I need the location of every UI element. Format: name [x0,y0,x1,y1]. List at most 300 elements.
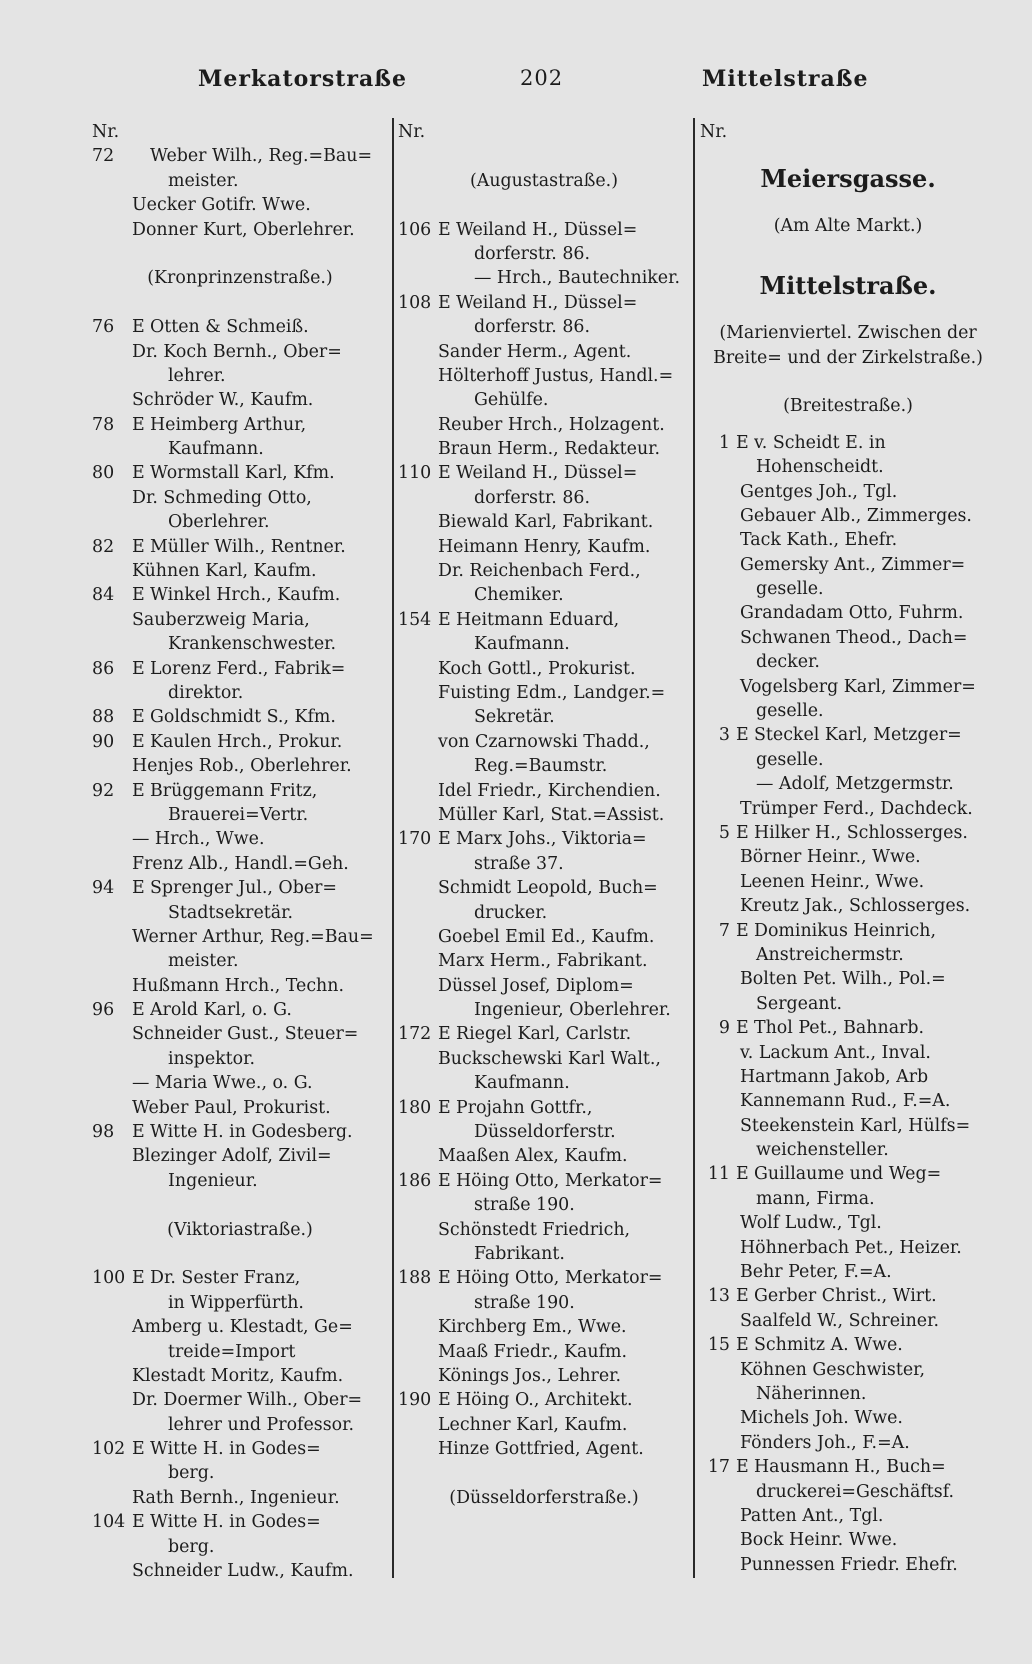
entry-text: Hinze Gottfried, Agent. [438,1439,644,1460]
entry-text: Müller Wilh., Rentner. [150,536,346,557]
entry-line [92,1022,388,1046]
entry-line [700,870,996,894]
entry-text: Gemersky Ant., Zimmer= [740,554,966,575]
entry-line [92,144,388,168]
entry-text: Arold Karl, o. G. [150,1000,292,1021]
column-rule [693,118,695,1578]
owner-mark: E [132,463,145,484]
entry-text: Düssel Josef, Diplom= [438,975,634,996]
entry-line [398,852,690,876]
owner-mark [132,144,150,168]
entry-text: Weiland H., Düssel= [456,219,638,240]
owner-mark: E [736,1018,749,1039]
entry-line [398,608,690,632]
entry-line [92,388,388,412]
entry-text: Lorenz Ferd., Fabrik= [150,658,346,679]
entry-line [398,1120,690,1144]
house-number: 102 [92,1439,126,1460]
entry-text: Werner Arthur, Reg.=Bau= [132,926,374,947]
entry-line [700,1211,996,1235]
owner-mark: E [438,1170,451,1191]
entry-text: Höing O., Architekt. [456,1390,633,1411]
entry-line [700,1358,996,1382]
nr-heading: Nr. [398,122,426,142]
entry-text: Stadtsekretär. [168,902,294,923]
entry-line [92,730,388,754]
entry-line [700,455,996,479]
entry-line [92,1120,388,1144]
spacer [700,239,996,263]
house-number: 110 [398,463,432,484]
column-2 [398,120,690,1510]
entry-text: von Czarnowski Thadd., [438,731,650,752]
entry-text: Leenen Heinr., Wwe. [740,871,925,892]
entry-text: Dominikus Heinrich, [754,920,936,941]
house-number: 9 [718,1018,730,1039]
entry-text: Patten Ant., Tgl. [740,1505,884,1526]
entry-line [398,1022,690,1046]
house-number: 154 [398,609,432,630]
entry-text: Dr. Schmeding Otto, [132,487,312,508]
entry-text: v. Scheidt E. in [754,432,886,453]
entry-text: weichensteller. [756,1140,889,1161]
entry-line [398,901,690,925]
house-number: 170 [398,829,432,850]
entry-line [700,601,996,625]
entry-text: Witte H. in Godes= [150,1439,321,1460]
entry-text: Idel Friedr., Kirchendien. [438,780,661,801]
entry-text: Blezinger Adolf, Zivil= [132,1146,332,1167]
entry-line [92,852,388,876]
entry-text: Schröder W., Kaufm. [132,390,314,411]
entry-text: Michels Joh. Wwe. [740,1408,903,1429]
column-3 [700,120,996,1577]
house-number: 90 [92,731,115,752]
entry-line [398,1413,690,1437]
entry-text: Kaufmann. [168,439,264,460]
entry-line [398,779,690,803]
entry-text: Witte H. in Godes= [150,1512,321,1533]
entry-text: Hohenscheidt. [756,457,884,478]
entry-text: Fönders Joh., F.=A. [740,1432,910,1453]
entry-text: Riegel Karl, Carlstr. [456,1024,632,1045]
entry-line [92,827,388,851]
entry-text: meister. [168,170,239,191]
entry-line [92,1340,388,1364]
entry-line [700,1309,996,1333]
entry-text: dorferstr. 86. [474,317,590,338]
section-note: (Breitestraße.) [783,396,913,417]
entry-text: Sekretär. [474,707,555,728]
entry-line [92,1169,388,1193]
entry-text: Schönstedt Friedrich, [438,1219,631,1240]
entry-line [92,1144,388,1168]
entry-text: Schwanen Theod., Dach= [740,627,968,648]
entry-line [700,1260,996,1284]
entry-text: Reg.=Baumstr. [474,756,608,777]
entry-line [92,998,388,1022]
entry-line [92,901,388,925]
owner-mark: E [438,1268,451,1289]
entry-text: Düsseldorferstr. [474,1122,616,1143]
entry-text: Rath Bernh., Ingenieur. [132,1487,340,1508]
house-number: 7 [718,920,730,941]
spacer [92,242,388,266]
entry-text: Oberlehrer. [168,512,270,533]
entry-text: Bolten Pet. Wilh., Pol.= [740,969,946,990]
entry-line [700,845,996,869]
house-number: 180 [398,1097,432,1118]
entry-line [700,1406,996,1430]
entry-line [398,559,690,583]
entry-text: v. Lackum Ant., Inval. [740,1042,931,1063]
section-note: (Kronprinzenstraße.) [147,268,333,289]
entry-text: Amberg u. Klestadt, Ge= [132,1317,353,1338]
entry-line [398,681,690,705]
entry-line [700,480,996,504]
entry-text: Anstreichermstr. [756,944,904,965]
entry-text: Köhnen Geschwister, [740,1359,926,1380]
entry-text: Marx Johs., Viktoria= [456,829,647,850]
entry-text: Saalfeld W., Schreiner. [740,1310,940,1331]
house-number: 86 [92,658,115,679]
spacer [700,202,996,214]
entry-text: treide=Import [168,1341,296,1362]
entry-line [700,1480,996,1504]
entry-text: straße 37. [474,853,564,874]
entry-text: lehrer und Professor. [168,1414,355,1435]
entry-line [700,943,996,967]
entry-text: Sprenger Jul., Ober= [150,878,338,899]
entry-line [398,266,690,290]
entry-text: Weiland H., Düssel= [456,292,638,313]
entry-line [398,632,690,656]
entry-line [398,876,690,900]
entry-text: Biewald Karl, Fabrikant. [438,512,654,533]
entry-text: Henjes Rob., Oberlehrer. [132,756,352,777]
entry-line [92,949,388,973]
entry-line [398,998,690,1022]
entry-line [398,218,690,242]
entry-line [700,431,996,455]
spacer [398,1461,690,1485]
entry-text: Gehülfe. [474,390,549,411]
entry-line [398,1218,690,1242]
entry-text: Projahn Gottfr., [456,1097,593,1118]
entry-text: Heimberg Arthur, [150,414,307,435]
entry-text: Maaß Friedr., Kaufm. [438,1341,628,1362]
entry-line [700,919,996,943]
spacer [92,291,388,315]
entry-line [92,1535,388,1559]
entry-line [92,1510,388,1534]
entry-line [92,413,388,437]
entry-text: Dr. Sester Franz, [150,1268,301,1289]
entry-line [92,1364,388,1388]
entry-text: Steekenstein Karl, Hülfs= [740,1115,971,1136]
entry-line [700,1016,996,1040]
entry-line [92,218,388,242]
entry-line [700,992,996,1016]
entry-line [92,1388,388,1412]
entry-text: Witte H. in Godesberg. [150,1122,353,1143]
entry-line [700,1504,996,1528]
entry-line [700,1431,996,1455]
entry-line [92,1559,388,1583]
entry-line [92,681,388,705]
entry-text: berg. [168,1536,215,1557]
owner-mark: E [132,1268,145,1289]
entry-text: dorferstr. 86. [474,243,590,264]
entry-line [700,797,996,821]
entry-text: Krankenschwester. [168,634,337,655]
entry-text: lehrer. [168,365,226,386]
entry-line [92,925,388,949]
entry-text: drucker. [474,902,548,923]
nr-heading: Nr. [700,122,728,142]
entry-line [700,1382,996,1406]
entry-text: Höhnerbach Pet., Heizer. [740,1237,962,1258]
entry-line [700,1138,996,1162]
nr-heading: Nr. [92,122,120,142]
entry-line [398,705,690,729]
entry-text: Koch Gottl., Prokurist. [438,658,636,679]
owner-mark: E [438,1390,451,1411]
spacer [700,419,996,431]
entry-line [700,967,996,991]
entry-line [398,730,690,754]
entry-text: Weber Paul, Prokurist. [132,1097,331,1118]
spacer [700,309,996,321]
house-number: 188 [398,1268,432,1289]
entry-line [398,364,690,388]
section-note: Breite= und der Zirkelstraße.) [713,347,983,368]
entry-text: berg. [168,1463,215,1484]
owner-mark: E [132,780,145,801]
house-number: 190 [398,1390,432,1411]
house-number: 96 [92,1000,115,1021]
entry-text: Wolf Ludw., Tgl. [740,1213,882,1234]
entry-text: Otten & Schmeiß. [150,317,309,338]
house-number: 186 [398,1170,432,1191]
house-number: 82 [92,536,115,557]
entry-line [398,315,690,339]
entry-line [92,657,388,681]
owner-mark: E [736,822,749,843]
entry-line [700,1333,996,1357]
entry-line [398,974,690,998]
house-number: 5 [718,822,730,843]
section-note: (Viktoriastraße.) [167,1219,313,1240]
entry-text: Chemiker. [474,585,564,606]
house-number: 76 [92,317,115,338]
entry-line [700,577,996,601]
entry-text: Ingenieur, Oberlehrer. [474,1000,671,1021]
owner-mark: E [132,878,145,899]
entry-line [398,291,690,315]
owner-mark: E [736,1335,749,1356]
entry-line [700,1553,996,1577]
owner-mark: E [736,725,749,746]
owner-mark: E [132,536,145,557]
entry-text: geselle. [756,579,824,600]
entry-line [398,803,690,827]
street-title: Meiersgasse. [760,164,936,194]
entry-text: decker. [756,652,820,673]
entry-line [92,559,388,583]
entry-text: mann, Firma. [756,1188,875,1209]
entry-text: Vogelsberg Karl, Zimmer= [740,676,976,697]
entry-text: Heimann Henry, Kaufm. [438,536,651,557]
entry-line [700,1236,996,1260]
owner-mark: E [438,1097,451,1118]
entry-line [92,1266,388,1290]
entry-line [92,632,388,656]
entry-text: Sergeant. [756,993,843,1014]
owner-mark: E [736,1286,749,1307]
entry-line [700,894,996,918]
entry-text: inspektor. [168,1048,256,1069]
entry-text: Kaulen Hrch., Prokur. [150,731,343,752]
entry-text: Goldschmidt S., Kfm. [150,707,336,728]
entry-line [92,608,388,632]
owner-mark: E [132,414,145,435]
entry-line [700,1114,996,1138]
entry-text: Ingenieur. [168,1170,258,1191]
entry-text: Trümper Ferd., Dachdeck. [740,798,973,819]
entry-text: Schmitz A. Wwe. [754,1335,903,1356]
entry-line [92,754,388,778]
entry-text: Hartmann Jakob, Arb [740,1066,929,1087]
running-head-right: Mittelstraße [702,66,869,92]
entry-text: Kühnen Karl, Kaufm. [132,561,317,582]
entry-text: dorferstr. 86. [474,487,590,508]
entry-line [700,748,996,772]
entry-text: Guillaume und Weg= [754,1164,942,1185]
entry-line [398,657,690,681]
owner-mark: E [132,317,145,338]
house-number: 92 [92,780,115,801]
entry-text: straße 190. [474,1195,575,1216]
entry-text: druckerei=Geschäftsf. [756,1481,955,1502]
entry-line [398,1437,690,1461]
owner-mark: E [132,1000,145,1021]
entry-text: Behr Peter, F.=A. [740,1262,892,1283]
entry-line [92,705,388,729]
house-number: 98 [92,1122,115,1143]
entry-text: Gentges Joh., Tgl. [740,481,898,502]
section-note: (Marienviertel. Zwischen der [719,323,977,344]
entry-text: Frenz Alb., Handl.=Geh. [132,853,349,874]
entry-text: Hölterhoff Justus, Handl.= [438,365,674,386]
entry-text: Brauerei=Vertr. [168,804,309,825]
entry-line [92,876,388,900]
house-number: 78 [92,414,115,435]
entry-line [398,1144,690,1168]
entry-text: Goebel Emil Ed., Kaufm. [438,926,655,947]
entry-text: Höing Otto, Merkator= [456,1170,663,1191]
entry-text: Braun Herm., Redakteur. [438,439,661,460]
entry-line [398,583,690,607]
entry-text: Weiland H., Düssel= [456,463,638,484]
owner-mark: E [132,658,145,679]
entry-text: Sauberzweig Maria, [132,609,310,630]
entry-line [398,1096,690,1120]
entry-text: — Adolf, Metzgermstr. [756,774,954,795]
entry-text: Dr. Koch Bernh., Ober= [132,341,342,362]
entry-line [398,437,690,461]
entry-text: Winkel Hrch., Kaufm. [150,585,341,606]
entry-line [92,1291,388,1315]
entry-line [398,754,690,778]
entry-text: Schneider Ludw., Kaufm. [132,1561,354,1582]
entry-line [92,1486,388,1510]
section-note: (Düsseldorferstraße.) [449,1487,639,1508]
house-number: 94 [92,878,115,899]
owner-mark: E [736,1457,749,1478]
entry-text: Schmidt Leopold, Buch= [438,878,658,899]
entry-text: Donner Kurt, Oberlehrer. [132,219,355,240]
entry-text: direktor. [168,682,244,703]
entry-text: geselle. [756,749,824,770]
house-number: 13 [707,1286,730,1307]
owner-mark: E [438,292,451,313]
entry-line [398,242,690,266]
entry-text: Sander Herm., Agent. [438,341,632,362]
entry-text: Brüggemann Fritz, [150,780,318,801]
entry-text: Gerber Christ., Wirt. [754,1286,937,1307]
entry-line [92,1315,388,1339]
house-number: 1 [718,432,730,453]
entry-line [398,388,690,412]
entry-text: Steckel Karl, Metzger= [754,725,962,746]
spacer [92,1242,388,1266]
entry-line [700,821,996,845]
entry-text: Börner Heinr., Wwe. [740,847,921,868]
entry-line [92,583,388,607]
entry-line [700,1455,996,1479]
entry-line [398,461,690,485]
entry-text: Punnessen Friedr. Ehefr. [740,1554,958,1575]
entry-line [398,1340,690,1364]
house-number: 11 [707,1164,730,1185]
entry-text: Uecker Gotifr. Wwe. [132,195,311,216]
entry-line [92,803,388,827]
entry-text: Grandadam Otto, Fuhrm. [740,603,964,624]
entry-line [398,1242,690,1266]
entry-text: Heitmann Eduard, [456,609,620,630]
entry-text: Könings Jos., Lehrer. [438,1365,622,1386]
entry-text: Hilker H., Schlosserges. [754,822,968,843]
entry-text: in Wipperfürth. [168,1292,304,1313]
entry-text: Hausmann H., Buch= [754,1457,946,1478]
entry-line [92,193,388,217]
spacer [398,144,690,168]
entry-line [700,1041,996,1065]
owner-mark: E [736,432,749,453]
owner-mark: E [736,920,749,941]
section-note: (Augustastraße.) [470,170,618,191]
entry-line [92,1071,388,1095]
entry-line [398,1071,690,1095]
entry-text: Buckschewski Karl Walt., [438,1048,661,1069]
entry-text: Höing Otto, Merkator= [456,1268,663,1289]
entry-line [398,486,690,510]
entry-line [92,364,388,388]
entry-line [92,1461,388,1485]
house-number: 80 [92,463,115,484]
entry-text: Tack Kath., Ehefr. [740,530,898,551]
